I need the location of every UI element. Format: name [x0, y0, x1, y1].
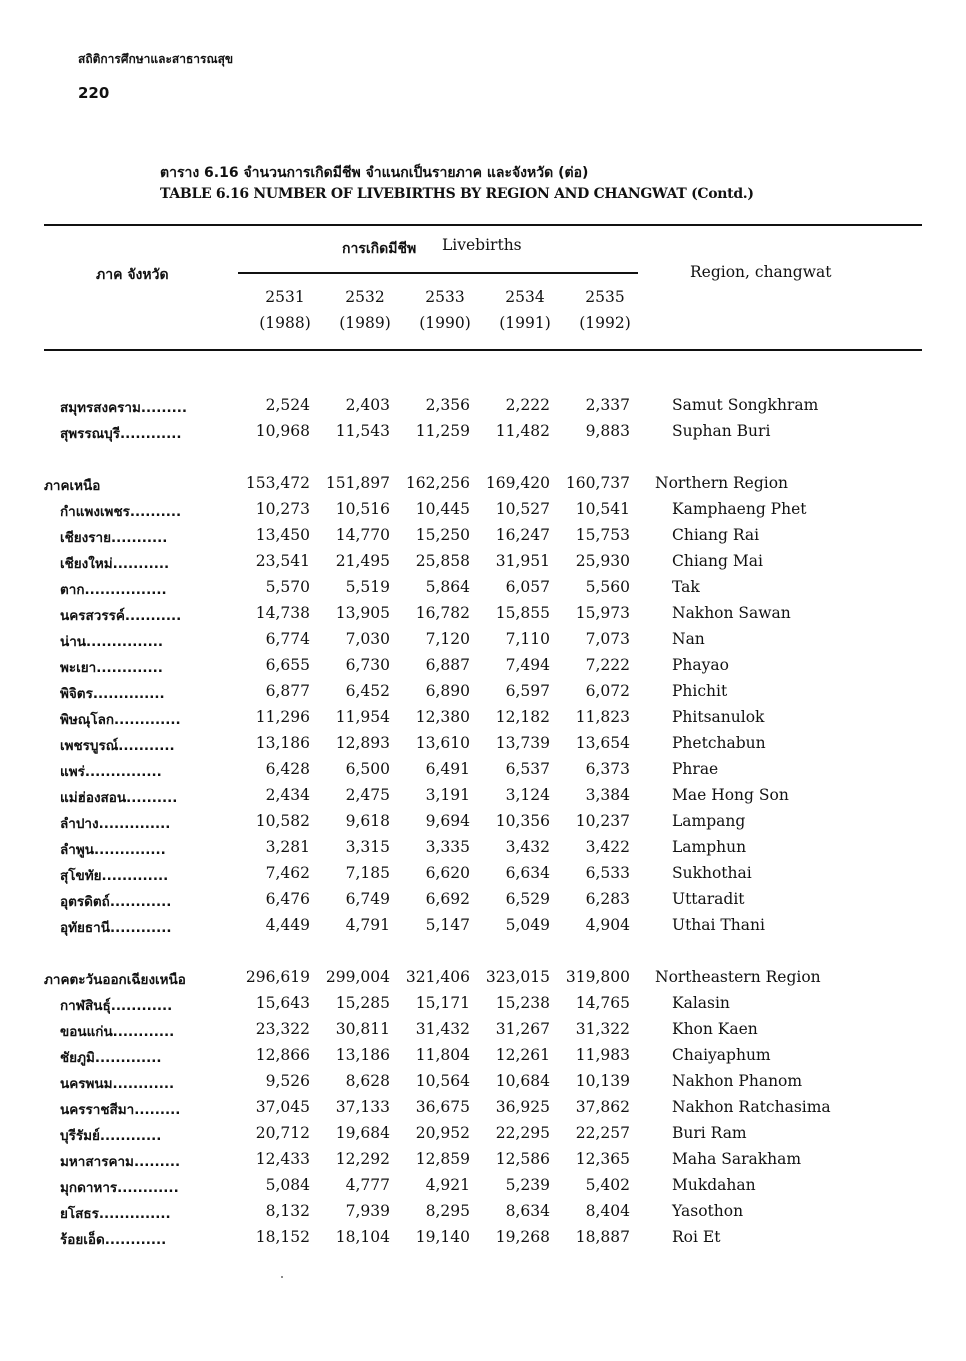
livebirths-cell: 3,124 [505, 786, 550, 804]
row-label-english: Roi Et [672, 1228, 721, 1246]
table-row [0, 1072, 966, 1098]
year-header-ce: (1990) [419, 314, 471, 332]
table-row [0, 838, 966, 864]
row-label-thai: เชียงใหม่........... [60, 556, 170, 572]
livebirths-cell: 4,791 [345, 916, 390, 934]
livebirths-cell: 15,643 [255, 994, 310, 1012]
livebirths-cell: 16,247 [495, 526, 550, 544]
livebirths-cell: 2,434 [265, 786, 310, 804]
livebirths-cell: 6,749 [345, 890, 390, 908]
livebirths-cell: 5,402 [585, 1176, 630, 1194]
livebirths-cell: 15,250 [415, 526, 470, 544]
row-label-thai: ภาคตะวันออกเฉียงเหนือ [44, 972, 186, 988]
table-row [0, 656, 966, 682]
row-label-thai: มหาสารคาม......... [60, 1154, 181, 1170]
table-header-bottom-rule [44, 349, 922, 351]
row-label-thai: นครพนม............ [60, 1076, 175, 1092]
livebirths-cell: 5,570 [265, 578, 310, 596]
row-label-english: Kamphaeng Phet [672, 500, 807, 518]
row-label-english: Mukdahan [672, 1176, 756, 1194]
livebirths-cell: 22,257 [575, 1124, 630, 1142]
row-label-english: Buri Ram [672, 1124, 747, 1142]
table-row [0, 552, 966, 578]
table-row [0, 708, 966, 734]
livebirths-cell: 19,684 [335, 1124, 390, 1142]
row-label-thai: มุกดาหาร............ [60, 1180, 179, 1196]
table-row [0, 500, 966, 526]
row-label-english: Nakhon Ratchasima [672, 1098, 831, 1116]
livebirths-cell: 6,283 [585, 890, 630, 908]
year-header-ce: (1988) [259, 314, 311, 332]
table-row [0, 734, 966, 760]
row-label-english: Nan [672, 630, 705, 648]
livebirths-cell: 37,133 [335, 1098, 390, 1116]
livebirths-cell: 12,866 [255, 1046, 310, 1064]
livebirths-cell: 10,527 [495, 500, 550, 518]
table-group-row [0, 968, 966, 994]
row-label-english: Chaiyaphum [672, 1046, 771, 1064]
livebirths-cell: 15,285 [335, 994, 390, 1012]
livebirths-cell: 10,541 [575, 500, 630, 518]
row-label-english: Tak [672, 578, 700, 596]
livebirths-cell: 11,259 [415, 422, 470, 440]
livebirths-cell: 37,862 [575, 1098, 630, 1116]
table-row [0, 604, 966, 630]
row-label-english: Nakhon Sawan [672, 604, 791, 622]
livebirths-cell: 162,256 [405, 474, 470, 492]
table-row [0, 916, 966, 942]
year-header-be: 2534 [505, 288, 545, 306]
livebirths-cell: 7,494 [505, 656, 550, 674]
livebirths-cell: 6,877 [265, 682, 310, 700]
column-header-region-english: Region, changwat [690, 263, 832, 281]
livebirths-cell: 13,654 [575, 734, 630, 752]
row-label-english: Northern Region [655, 474, 789, 492]
livebirths-cell: 319,800 [565, 968, 630, 986]
livebirths-cell: 8,295 [425, 1202, 470, 1220]
row-label-thai: น่าน............... [60, 634, 163, 650]
livebirths-cell: 3,422 [585, 838, 630, 856]
livebirths-cell: 20,952 [415, 1124, 470, 1142]
livebirths-cell: 13,186 [255, 734, 310, 752]
row-label-thai: บุรีรัมย์............ [60, 1128, 162, 1144]
year-header-be: 2531 [265, 288, 305, 306]
table-row [0, 786, 966, 812]
livebirths-cell: 7,939 [345, 1202, 390, 1220]
livebirths-cell: 14,765 [575, 994, 630, 1012]
livebirths-cell: 15,238 [495, 994, 550, 1012]
table-row [0, 812, 966, 838]
row-label-thai: ภาคเหนือ [44, 478, 101, 494]
row-label-thai: กำแพงเพชร.......... [60, 504, 182, 520]
livebirths-cell: 5,519 [345, 578, 390, 596]
livebirths-cell: 11,804 [415, 1046, 470, 1064]
livebirths-cell: 10,968 [255, 422, 310, 440]
livebirths-cell: 12,433 [255, 1150, 310, 1168]
livebirths-cell: 8,634 [505, 1202, 550, 1220]
row-label-thai: พิษณุโลก............. [60, 712, 181, 728]
livebirths-cell: 3,281 [265, 838, 310, 856]
row-label-english: Uttaradit [672, 890, 745, 908]
year-header-be: 2535 [585, 288, 625, 306]
livebirths-cell: 16,782 [415, 604, 470, 622]
row-label-thai: พิจิตร.............. [60, 686, 165, 702]
livebirths-cell: 31,322 [575, 1020, 630, 1038]
livebirths-cell: 6,655 [265, 656, 310, 674]
livebirths-cell: 5,239 [505, 1176, 550, 1194]
table-row [0, 994, 966, 1020]
livebirths-cell: 4,449 [265, 916, 310, 934]
livebirths-cell: 37,045 [255, 1098, 310, 1116]
livebirths-cell: 9,618 [345, 812, 390, 830]
row-label-english: Maha Sarakham [672, 1150, 802, 1168]
livebirths-cell: 14,770 [335, 526, 390, 544]
row-label-english: Phetchabun [672, 734, 766, 752]
row-label-english: Suphan Buri [672, 422, 771, 440]
livebirths-cell: 296,619 [245, 968, 310, 986]
row-label-thai: ลำพูน.............. [60, 842, 166, 858]
row-label-thai: เชียงราย........... [60, 530, 168, 546]
livebirths-cell: 9,883 [585, 422, 630, 440]
column-header-livebirths-thai: การเกิดมีชีพ [342, 241, 417, 257]
livebirths-cell: 31,951 [495, 552, 550, 570]
livebirths-cell: 13,186 [335, 1046, 390, 1064]
livebirths-cell: 7,110 [505, 630, 550, 648]
livebirths-cell: 12,182 [495, 708, 550, 726]
livebirths-cell: 15,973 [575, 604, 630, 622]
livebirths-cell: 7,073 [585, 630, 630, 648]
livebirths-cell: 9,694 [425, 812, 470, 830]
livebirths-cell: 7,030 [345, 630, 390, 648]
livebirths-cell: 10,684 [495, 1072, 550, 1090]
livebirths-cell: 30,811 [335, 1020, 390, 1038]
livebirths-cell: 23,541 [255, 552, 310, 570]
livebirths-cell: 6,730 [345, 656, 390, 674]
row-label-english: Lamphun [672, 838, 747, 856]
livebirths-cell: 3,315 [345, 838, 390, 856]
livebirths-cell: 5,147 [425, 916, 470, 934]
livebirths-cell: 3,432 [505, 838, 550, 856]
table-group-row [0, 474, 966, 500]
livebirths-cell: 36,925 [495, 1098, 550, 1116]
row-label-thai: อุทัยธานี............ [60, 920, 172, 936]
livebirths-cell: 7,120 [425, 630, 470, 648]
row-label-english: Phitsanulok [672, 708, 765, 726]
row-label-english: Yasothon [672, 1202, 744, 1220]
livebirths-cell: 11,482 [495, 422, 550, 440]
row-label-english: Khon Kaen [672, 1020, 758, 1038]
livebirths-cell: 10,582 [255, 812, 310, 830]
livebirths-cell: 6,476 [265, 890, 310, 908]
row-label-thai: สุพรรณบุรี............ [60, 426, 182, 442]
livebirths-cell: 11,983 [575, 1046, 630, 1064]
row-label-english: Kalasin [672, 994, 730, 1012]
livebirths-cell: 36,675 [415, 1098, 470, 1116]
row-label-english: Samut Songkhram [672, 396, 819, 414]
livebirths-cell: 169,420 [485, 474, 550, 492]
table-row [0, 890, 966, 916]
column-header-livebirths-english: Livebirths [442, 236, 522, 254]
livebirths-span-rule [238, 272, 638, 274]
livebirths-cell: 9,526 [265, 1072, 310, 1090]
livebirths-cell: 6,692 [425, 890, 470, 908]
livebirths-cell: 22,295 [495, 1124, 550, 1142]
row-label-thai: สมุทรสงคราม......... [60, 400, 188, 416]
table-row [0, 526, 966, 552]
table-row [0, 630, 966, 656]
livebirths-cell: 10,139 [575, 1072, 630, 1090]
livebirths-cell: 7,222 [585, 656, 630, 674]
year-header-ce: (1992) [579, 314, 631, 332]
livebirths-cell: 11,823 [575, 708, 630, 726]
livebirths-cell: 8,628 [345, 1072, 390, 1090]
book-title: สถิติการศึกษาและสาธารณสุข [78, 52, 234, 66]
table-row [0, 1150, 966, 1176]
row-label-english: Mae Hong Son [672, 786, 789, 804]
table-row [0, 1098, 966, 1124]
livebirths-cell: 12,859 [415, 1150, 470, 1168]
row-label-thai: ขอนแก่น............ [60, 1024, 175, 1040]
year-header-ce: (1989) [339, 314, 391, 332]
livebirths-cell: 19,140 [415, 1228, 470, 1246]
livebirths-cell: 10,237 [575, 812, 630, 830]
livebirths-cell: 15,171 [415, 994, 470, 1012]
livebirths-cell: 18,152 [255, 1228, 310, 1246]
row-label-thai: สุโขทัย............. [60, 868, 169, 884]
row-label-thai: นครราชสีมา......... [60, 1102, 181, 1118]
livebirths-cell: 15,855 [495, 604, 550, 622]
livebirths-cell: 21,495 [335, 552, 390, 570]
year-header-ce: (1991) [499, 314, 551, 332]
table-row [0, 422, 966, 448]
livebirths-cell: 10,564 [415, 1072, 470, 1090]
row-label-thai: อุตรดิตถ์............ [60, 894, 172, 910]
livebirths-cell: 151,897 [325, 474, 390, 492]
livebirths-cell: 31,432 [415, 1020, 470, 1038]
row-label-english: Phayao [672, 656, 729, 674]
table-row [0, 864, 966, 890]
livebirths-cell: 6,500 [345, 760, 390, 778]
table-row [0, 760, 966, 786]
row-label-english: Chiang Rai [672, 526, 760, 544]
row-label-english: Nakhon Phanom [672, 1072, 803, 1090]
livebirths-cell: 160,737 [565, 474, 630, 492]
table-row [0, 578, 966, 604]
livebirths-cell: 6,529 [505, 890, 550, 908]
table-row [0, 396, 966, 422]
livebirths-cell: 31,267 [495, 1020, 550, 1038]
table-top-rule [44, 224, 922, 226]
livebirths-cell: 12,292 [335, 1150, 390, 1168]
livebirths-cell: 11,543 [335, 422, 390, 440]
livebirths-cell: 2,524 [265, 396, 310, 414]
table-caption-thai: ตาราง 6.16 จำนวนการเกิดมีชีพ จำแนกเป็นรายภาค และจังหวัด (ต่อ) [160, 165, 589, 181]
livebirths-cell: 2,403 [345, 396, 390, 414]
livebirths-cell: 3,384 [585, 786, 630, 804]
livebirths-cell: 2,475 [345, 786, 390, 804]
row-label-thai: ตาก................ [60, 582, 167, 598]
row-label-english: Phichit [672, 682, 728, 700]
livebirths-cell: 6,491 [425, 760, 470, 778]
livebirths-cell: 6,373 [585, 760, 630, 778]
livebirths-cell: 19,268 [495, 1228, 550, 1246]
row-label-thai: ลำปาง.............. [60, 816, 171, 832]
table-row [0, 1228, 966, 1254]
row-label-thai: พะเยา............. [60, 660, 163, 676]
livebirths-cell: 2,222 [505, 396, 550, 414]
livebirths-cell: 13,739 [495, 734, 550, 752]
livebirths-cell: 4,921 [425, 1176, 470, 1194]
livebirths-cell: 11,296 [255, 708, 310, 726]
livebirths-cell: 3,335 [425, 838, 470, 856]
livebirths-cell: 6,537 [505, 760, 550, 778]
livebirths-cell: 23,322 [255, 1020, 310, 1038]
row-label-thai: ร้อยเอ็ด............ [60, 1232, 167, 1248]
livebirths-cell: 299,004 [325, 968, 390, 986]
livebirths-cell: 6,887 [425, 656, 470, 674]
livebirths-cell: 12,586 [495, 1150, 550, 1168]
table-row [0, 1124, 966, 1150]
row-label-thai: เพชรบูรณ์........... [60, 738, 175, 754]
livebirths-cell: 10,516 [335, 500, 390, 518]
table-row [0, 1176, 966, 1202]
row-label-english: Phrae [672, 760, 719, 778]
livebirths-cell: 6,428 [265, 760, 310, 778]
livebirths-cell: 12,893 [335, 734, 390, 752]
livebirths-cell: 25,930 [575, 552, 630, 570]
livebirths-cell: 6,533 [585, 864, 630, 882]
livebirths-cell: 8,132 [265, 1202, 310, 1220]
year-header-be: 2533 [425, 288, 465, 306]
livebirths-cell: 2,337 [585, 396, 630, 414]
year-header-be: 2532 [345, 288, 385, 306]
livebirths-cell: 6,597 [505, 682, 550, 700]
livebirths-cell: 5,049 [505, 916, 550, 934]
speck-mark [281, 1276, 283, 1278]
livebirths-cell: 10,445 [415, 500, 470, 518]
livebirths-cell: 323,015 [485, 968, 550, 986]
livebirths-cell: 6,072 [585, 682, 630, 700]
table-caption-english: TABLE 6.16 NUMBER OF LIVEBIRTHS BY REGION AND CHANGWAT (Contd.) [160, 186, 754, 202]
column-header-region-thai: ภาค จังหวัด [96, 267, 169, 283]
table-row [0, 1020, 966, 1046]
row-label-english: Uthai Thani [672, 916, 765, 934]
livebirths-cell: 13,450 [255, 526, 310, 544]
livebirths-cell: 13,905 [335, 604, 390, 622]
row-label-english: Lampang [672, 812, 746, 830]
livebirths-cell: 8,404 [585, 1202, 630, 1220]
livebirths-cell: 14,738 [255, 604, 310, 622]
livebirths-cell: 6,057 [505, 578, 550, 596]
livebirths-cell: 7,185 [345, 864, 390, 882]
livebirths-cell: 10,273 [255, 500, 310, 518]
livebirths-cell: 18,887 [575, 1228, 630, 1246]
row-label-english: Sukhothai [672, 864, 752, 882]
livebirths-cell: 12,261 [495, 1046, 550, 1064]
page-number: 220 [78, 84, 110, 102]
row-label-english: Northeastern Region [655, 968, 821, 986]
livebirths-cell: 2,356 [425, 396, 470, 414]
table-row [0, 1202, 966, 1228]
table-row [0, 682, 966, 708]
livebirths-cell: 6,634 [505, 864, 550, 882]
livebirths-cell: 4,904 [585, 916, 630, 934]
livebirths-cell: 10,356 [495, 812, 550, 830]
livebirths-cell: 4,777 [345, 1176, 390, 1194]
livebirths-cell: 15,753 [575, 526, 630, 544]
livebirths-cell: 13,610 [415, 734, 470, 752]
row-label-thai: ชัยภูมิ............. [60, 1050, 162, 1066]
livebirths-cell: 6,452 [345, 682, 390, 700]
livebirths-cell: 6,890 [425, 682, 470, 700]
livebirths-cell: 5,084 [265, 1176, 310, 1194]
livebirths-cell: 11,954 [335, 708, 390, 726]
table-row [0, 1046, 966, 1072]
livebirths-cell: 6,774 [265, 630, 310, 648]
livebirths-cell: 25,858 [415, 552, 470, 570]
row-label-thai: กาฬสินธุ์............ [60, 998, 173, 1014]
row-label-english: Chiang Mai [672, 552, 763, 570]
livebirths-cell: 12,380 [415, 708, 470, 726]
livebirths-cell: 5,560 [585, 578, 630, 596]
row-label-thai: แม่ฮ่องสอน.......... [60, 790, 178, 806]
livebirths-cell: 12,365 [575, 1150, 630, 1168]
row-label-thai: นครสวรรค์........... [60, 608, 182, 624]
livebirths-cell: 3,191 [425, 786, 470, 804]
row-label-thai: แพร่............... [60, 764, 162, 780]
livebirths-cell: 5,864 [425, 578, 470, 596]
livebirths-cell: 18,104 [335, 1228, 390, 1246]
livebirths-cell: 20,712 [255, 1124, 310, 1142]
livebirths-cell: 153,472 [245, 474, 310, 492]
livebirths-cell: 6,620 [425, 864, 470, 882]
livebirths-cell: 7,462 [265, 864, 310, 882]
livebirths-cell: 321,406 [405, 968, 470, 986]
row-label-thai: ยโสธร.............. [60, 1206, 171, 1222]
